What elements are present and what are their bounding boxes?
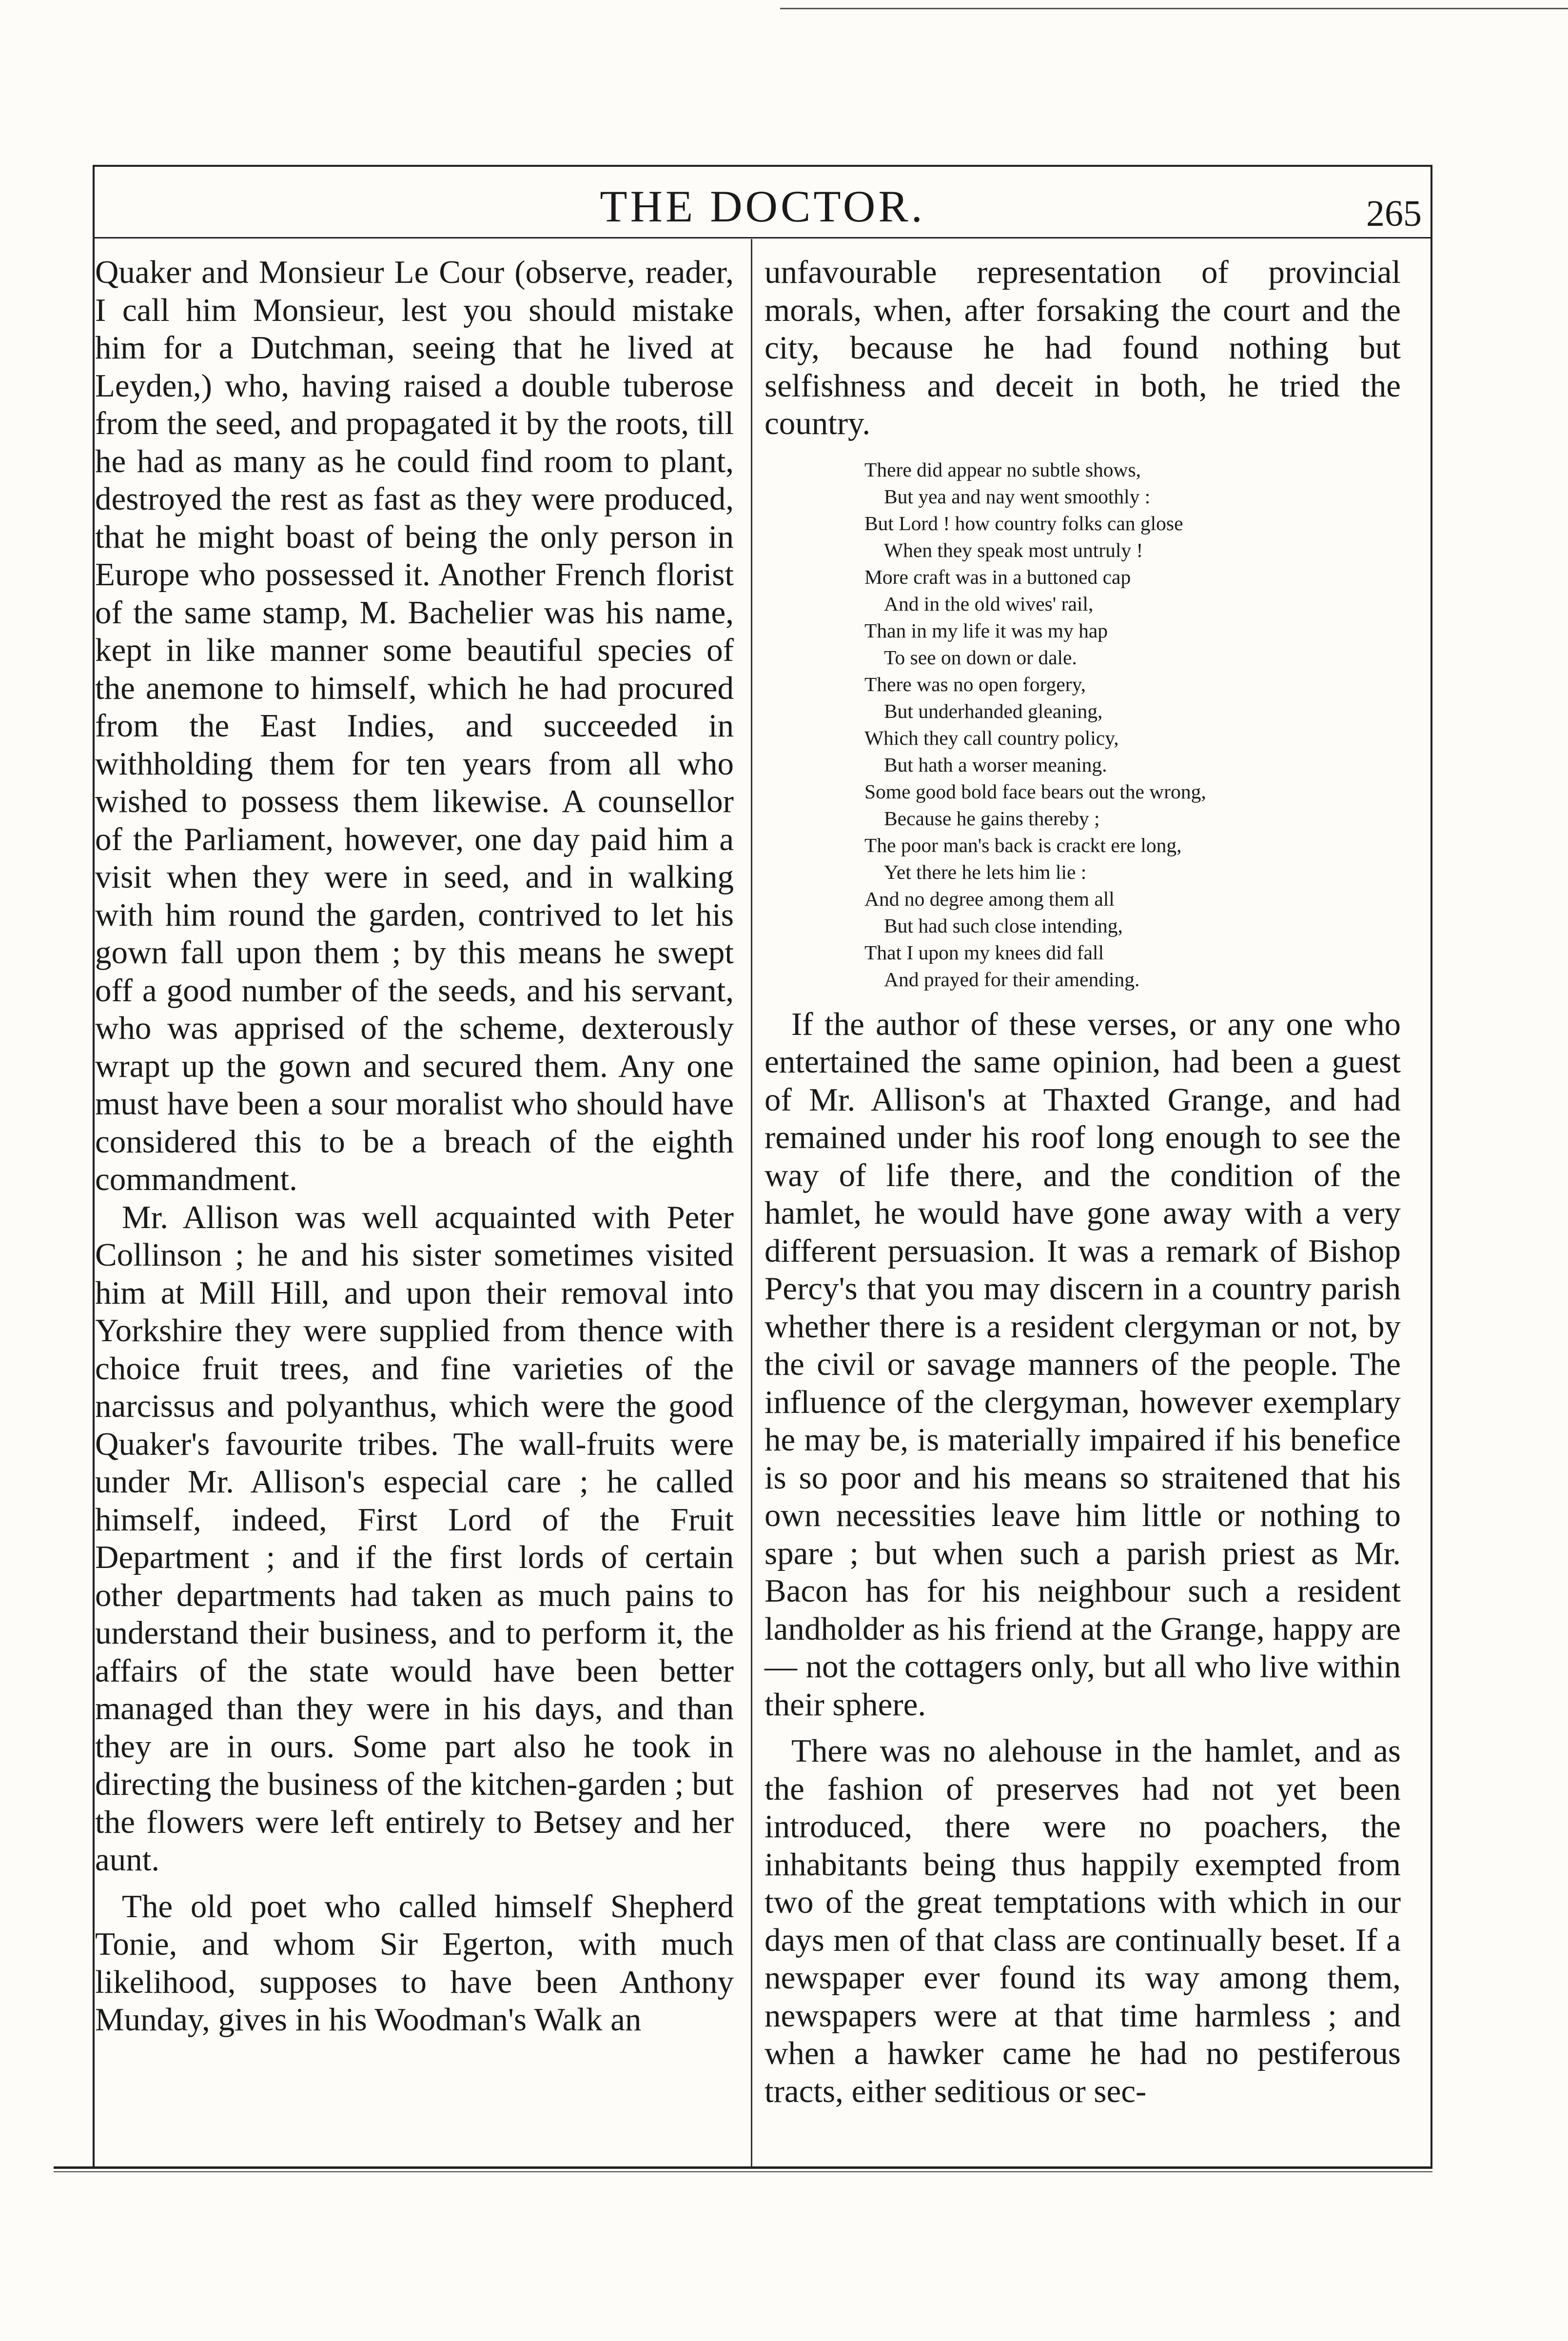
paragraph-author-verses: If the author of these verses, or any one who entertained the same opinion, had been a guest of Mr. Allison's at Thaxted Grange, and had remained under his roof long enough to see the way of life there, and the condition of the hamlet, he would have gone away with a very different persuasion. It was a remark of Bishop Percy's that you may discern in a country parish whether there is a resident clergyman or not, by the civil or savage manners of the people. The influence of the clergyman, however exemplary he may be, is materially impaired if his benefice is so poor and his means so straitened that his own necessities leave him little or nothing to spare ; but when such a parish priest as Mr. Bacon has for his neighbour such a resident landholder as his friend at the Grange, happy are — not the cottagers only, but all who live within their sphere. [764,1006,1401,1723]
paragraph-continuation: Quaker and Monsieur Le Cour (observe, reader, I call him Monsieur, lest you should mistake him for a Dutchman, seeing that he lived at Leyden,) who, having raised a double tuberose from the seed, and propagated it by the roots, till he had as many as he could find room to plant, destroyed the rest as fast as they were produced, that he might boast of being the only person in Europe who possessed it. Another French florist of the same stamp, M. Bachelier was his name, kept in like manner some beautiful species of the anemone to himself, which he had procured from the East Indies, and succeeded in withholding them for ten years from all who wished to possess them likewise. A counsellor of the Parliament, however, one day paid him a visit when they were in seed, and in walking with him round the garden, contrived to let his gown fall upon them ; by this means he swept off a good number of the seeds, and his servant, who was apprised of the scheme, dexterously wrapt up the gown and secured them. Any one must have been a sour moralist who should have considered this to be a breach of the eighth commandment. [95,254,734,1197]
poem-line: But underhanded gleaning, [884,699,1103,722]
poem-line: The poor man's back is crackt ere long, [864,833,1182,856]
paragraph-no-alehouse: There was no alehouse in the hamlet, and as the fashion of preserves had not yet been introduced, there were no poachers, the inhabitants being thus happily exempted from two of the great temptations with which in our days men of that class are continually beset. If a newspaper ever found its way among them, newspapers were at that time harmless ; and when a hawker came he had no pestiferous tracts, either seditious or sec- [764,1733,1401,2109]
page-number: 265 [1366,193,1422,234]
header-bottom-rule [93,237,1432,238]
right-column [764,254,1401,2110]
poem-line: Yet there he lets him lie : [884,860,1087,883]
paragraph-allison-collinson: Mr. Allison was well acquainted with Peter Collinson ; he and his sister sometimes visited him at Mill Hill, and upon their removal into Yorkshire they were supplied from thence with choice fruit trees, and fine varieties of the narcissus and polyanthus, which were the good Quaker's favourite tribes. The wall-fruits were under Mr. Allison's especial care ; he called himself, indeed, First Lord of the Fruit Department ; and if the first lords of certain other departments had taken as much pains to understand their business, and to perform it, the affairs of the state would have been better managed than they were in his days, and than they are in ours. Some part also he took in directing the business of the kitchen-garden ; but the flowers were left entirely to Betsey and her aunt. [95,1199,734,1878]
poem-line: And in the old wives' rail, [884,592,1094,615]
column-divider [751,239,752,2166]
poem-line: Some good bold face bears out the wrong, [864,780,1206,803]
poem-line: But had such close intending, [884,914,1123,937]
left-column [95,254,734,2039]
poem-line: More craft was in a buttoned cap [864,565,1131,588]
bottom-rule-thin [54,2171,1432,2172]
top-edge-rule [780,8,1568,9]
poem-line: But hath a worser meaning. [884,753,1107,776]
poem-line: And no degree among them all [864,887,1115,910]
poem-line: There did appear no subtle shows, [864,458,1141,481]
paragraph-continuation-right: unfavourable representation of provincial morals, when, after forsaking the court and the city, because he had found nothing but selfishness and deceit in both, he tried the country. [764,254,1401,441]
header-top-rule [93,165,1432,167]
poem-block [864,456,1401,993]
poem-line: That I upon my knees did fall [864,941,1104,964]
poem-line: Because he gains thereby ; [884,807,1100,830]
bottom-rule [54,2166,1432,2169]
poem-line: To see on down or dale. [884,646,1077,669]
poem-line: Which they call country policy, [864,726,1119,749]
poem-line: When they speak most untruly ! [884,538,1143,561]
poem-line: But Lord ! how country folks can glose [864,512,1183,535]
poem-line: There was no open forgery, [864,673,1086,695]
paragraph-shepherd-tonie: The old poet who called himself Shepherd Tonie, and whom Sir Egerton, with much likelihood, supposes to have been Anthony Munday, gives in his Woodman's Walk an [95,1888,734,2038]
poem-line: And prayed for their amending. [884,968,1140,991]
poem-line: Than in my life it was my hap [864,619,1108,642]
running-title: THE DOCTOR. [600,181,925,231]
poem-line: But yea and nay went smoothly : [884,485,1151,508]
